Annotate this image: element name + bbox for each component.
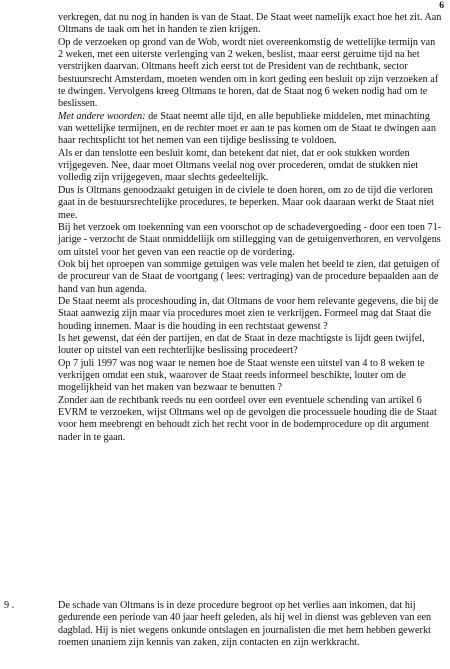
paragraph-1: verkregen, dat nu nog in handen is van de Staat. De Staat weet namelijk exact hoe het zit. Aan Oltmans de taak om het in handen te zien krijgen.	[58, 12, 442, 36]
paragraph-7: Ook bij het oproepen van sommige getuigen was vele malen het beeld te zien, dat getuigen of de procureur van de Staat de voortgang ( lees: vertraging) van de procedure bepaalden aan de hand van hun agenda.	[58, 258, 440, 295]
paragraph-3-text: de Staat neemt alle tijd, en alle bepublieke middelen, met minachting van wettelijke termijnen, en de rechter moet er aan te pas komen om de Staat te dwingen aan haar rechtsplicht tot het nemen van een tijdige beslissing te voldoen.	[58, 110, 436, 147]
paragraph-6: Bij het verzoek om toekenning van een voorschot op de schadevergoeding - door een toen 71-jarige - verzocht de Staat onmiddellijk om stillegging van de getuigenverhoren, en vervolgens om uitstel voor het geven van een reactie op de vordering.	[58, 221, 442, 258]
paragraph-8: De Staat neemt als proceshouding in, dat Oltmans de voor hem relevante gegevens, die bij de Staat aanwezig zijn maar via procedures moet zien te verkrijgen. Formeel mag dat Staat die houding innemen. Maar is die houding in een rechtstaat gewenst ?	[58, 295, 439, 332]
paragraph-10: Op 7 juli 1997 was nog waar te nemen hoe de Staat wenste een uitstel van 4 to 8 weken te verkrijgen omdat een stuk, waarover de Staat reeds informeel beschikte, louter om de mogelijkheid van het maken van bezwaar te benutten ?	[58, 357, 425, 394]
section-number: 9 .	[4, 600, 15, 611]
paragraph-5: Dus is Oltmans genoodzaakt getuigen in de civiele te doen horen, om zo de tijd die verloren gaat in de bestuursrechtelijke procedures, te beperken. Maar ook daaraan werkt de Staat niet mee.	[58, 184, 434, 221]
paragraph-9: Is het gewenst, dat één der partijen, en dat de Staat in deze machtigste is lijdt geen twijfel, louter op uitstel van een rechterlijke beslissing procedeert?	[58, 332, 425, 357]
body-text	[58, 12, 442, 444]
paragraph-2: Op de verzoeken op grond van de Wob, wordt niet overeenkomstig de wettelijke termijn van 2 weken, met een uiterste verlenging van 2 weken, beslist, maar eerst geruime tijd na het verstrijken daarvan. Oltmans heeft zich eerst tot de President van de rechtbank, sector bestuursrecht Amsterdam, moeten wenden om in kort geding een besluit op zijn verzoeken af te dwingen. Vervolgens kreeg Oltmans te horen, dat de Staat nog 6 weken nodig had om te beslissen.	[58, 36, 439, 110]
section-text: De schade van Oltmans is in deze procedure begroot op het verlies aan inkomen, dat hij gedurende een periode van 40 jaar heeft geleden, als hij wel in dienst was gebleven van een dagblad. Hij is niet wegens onkunde ontslagen en journalisten die met hem hebben gewerkt roemen unaniem zijn kennis van zaken, zijn contacten en zijn werkkracht.	[58, 600, 432, 649]
paragraph-4: Als er dan tenslotte een besluit komt, dan betekent dat niet, dat er ook stukken worden vrijgegeven. Nee, daar moet Oltmans veelal nog over procederen, omdat de stukken niet volledig zijn vrijgegeven, maar slechts gedeeltelijk.	[58, 147, 419, 184]
italic-lead: Met andere woorden:	[58, 110, 146, 122]
paragraph-3	[58, 111, 442, 148]
paragraph-11: Zonder aan de rechtbank reeds nu een oordeel over een eventuele schending van artikel 6 EVRM te verzoeken, wijst Oltmans wel op de gevolgen die processuele houding die de Staat voor hem meebrengt en behoudt zich het recht voor in de bodemprocedure op dit argument nader in te gaan.	[58, 394, 437, 443]
page-number: 6	[439, 1, 444, 11]
